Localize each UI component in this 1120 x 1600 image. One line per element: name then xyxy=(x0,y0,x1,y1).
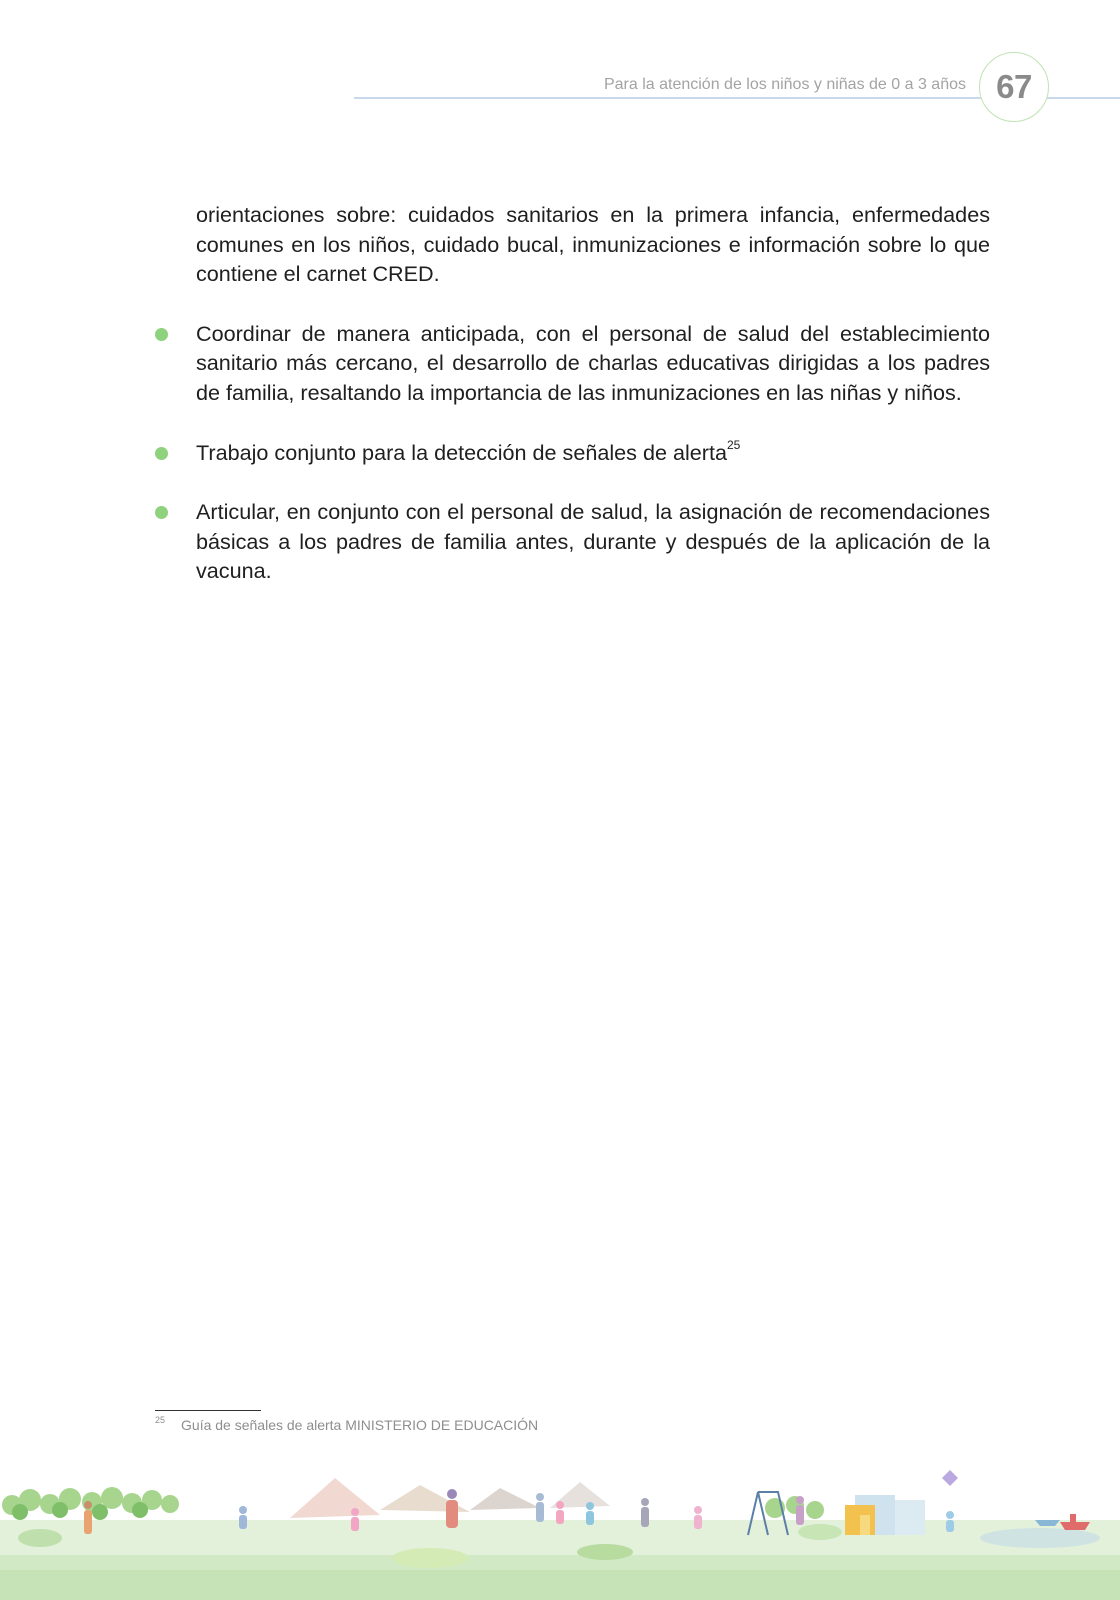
bullet-text: Articular, en conjunto con el personal de salud, la asignación de recomendaciones básicas a los padres de familia antes, durante y después de la aplicación de la vacuna. xyxy=(196,499,990,584)
bullet-text: Coordinar de manera anticipada, con el personal de salud del establecimiento sanitario más cercano, el desarrollo de charlas educativas dirigidas a los padres de familia, resaltando la importancia de las inmunizaciones en las niñas y niños. xyxy=(196,320,990,405)
bullet-dot-icon xyxy=(155,447,168,460)
continuation-paragraph: orientaciones sobre: cuidados sanitarios en la primera infancia, enfermedades comunes en los niños, cuidado bucal, inmunizaciones e información sobre lo que contiene el carnet CRED. xyxy=(196,202,990,287)
landscape-illustration xyxy=(0,1460,1120,1600)
bullet-dot-icon xyxy=(155,506,168,519)
bullet-item xyxy=(196,497,990,586)
bullet-dot-icon xyxy=(155,328,168,341)
main-text xyxy=(196,200,990,586)
footnote-reference[interactable]: 25 xyxy=(727,438,741,453)
page-number: 67 xyxy=(996,68,1032,105)
bullet-item xyxy=(196,319,990,408)
footnote xyxy=(155,1417,538,1433)
bullet-text: Trabajo conjunto para la detección de señales de alerta xyxy=(196,439,727,465)
bullet-item xyxy=(196,438,990,468)
page-number-badge xyxy=(979,52,1049,122)
running-header: Para la atención de los niños y niñas de 0 a 3 años xyxy=(603,76,966,93)
footnote-number: 25 xyxy=(155,1415,166,1425)
footnote-text: Guía de señales de alerta MINISTERIO DE EDUCACIÓN xyxy=(181,1417,539,1433)
footnote-rule xyxy=(155,1410,261,1411)
